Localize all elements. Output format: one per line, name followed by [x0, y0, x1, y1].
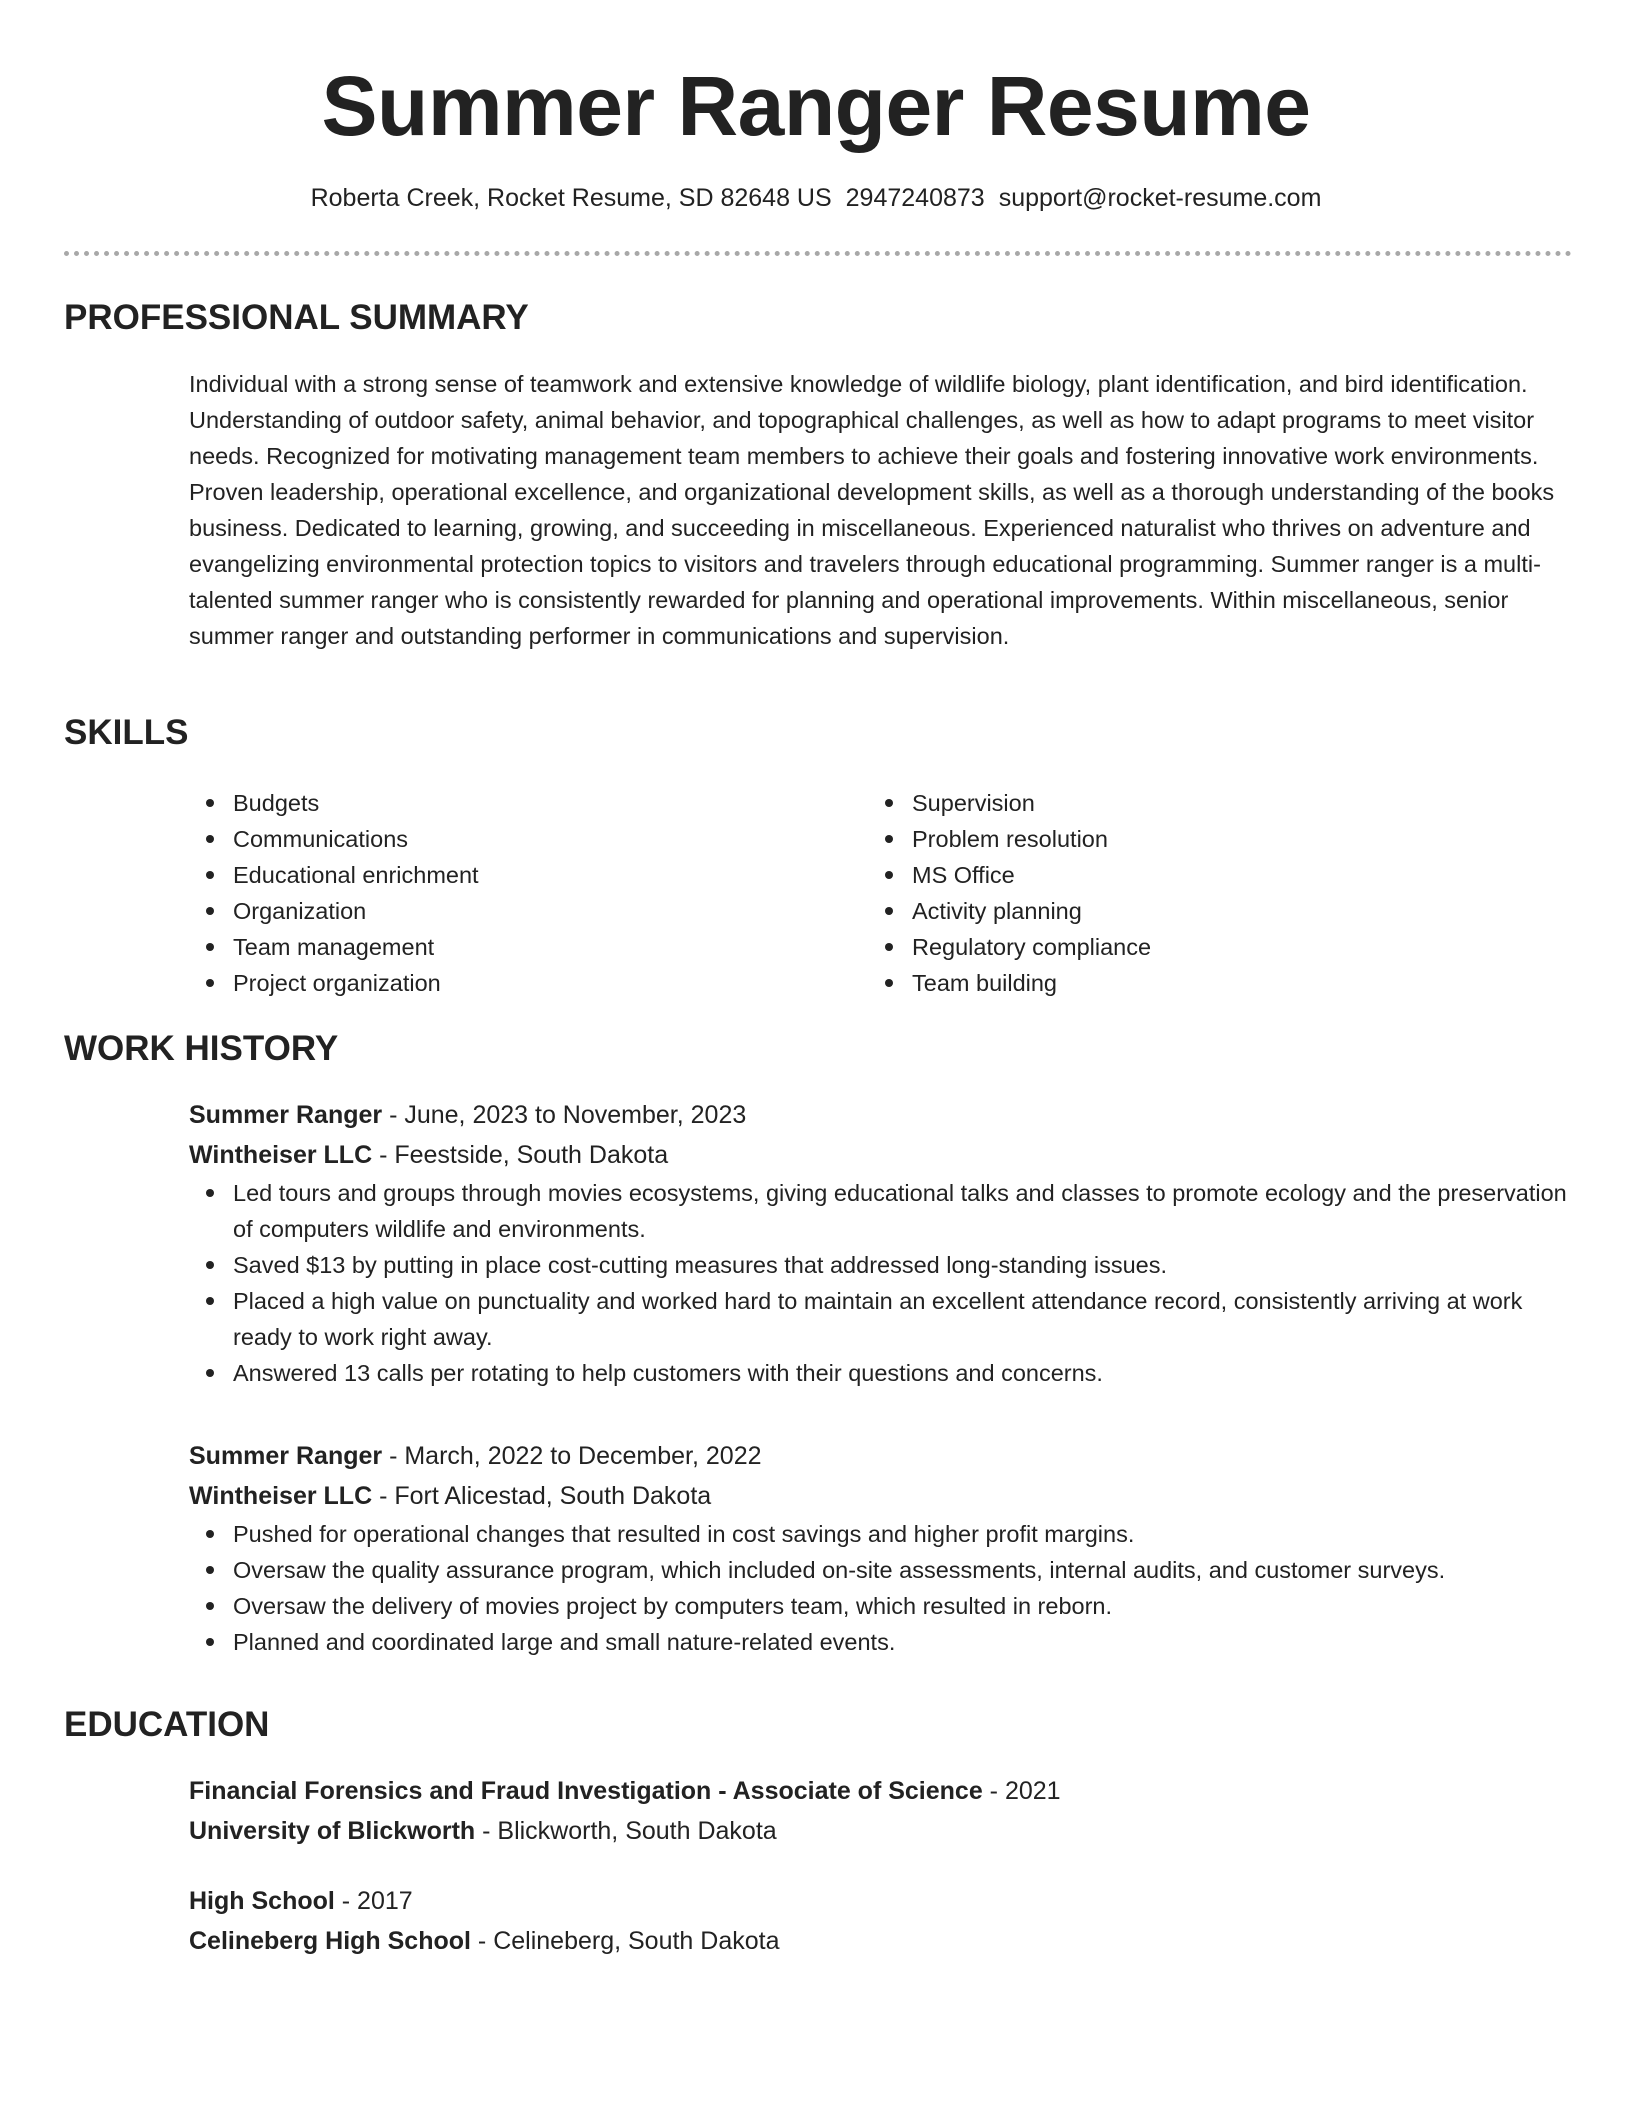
job-bullet: Answered 13 calls per rotating to help customers with their questions and concerns. — [189, 1355, 1574, 1391]
summary-paragraph: Individual with a strong sense of teamwork and extensive knowledge of wildlife biology, plant identification, and bird identification. Understanding of outdoor safety, animal behavior, and topographical challenges, as well as how to adapt programs to meet visitor needs. Recognized for motivating management team members to achieve their goals and fostering innovative work environments. Proven leadership, operational excellence, and organizational development skills, as well as a thorough understanding of the books business. Dedicated to learning, growing, and succeeding in miscellaneous. Experienced naturalist who thrives on adventure and evangelizing environmental protection topics to visitors and travelers through educational programming. Summer ranger is a multi-talented summer ranger who is consistently rewarded for planning and operational improvements. Within miscellaneous, senior summer ranger and outstanding performer in communications and supervision. — [189, 371, 1555, 649]
skill-item: Activity planning — [868, 893, 1508, 929]
skill-item: Regulatory compliance — [868, 929, 1508, 965]
skill-item: Supervision — [868, 785, 1508, 821]
job-bullets — [189, 1175, 1574, 1391]
skill-item: MS Office — [868, 857, 1508, 893]
education-entry — [189, 1881, 1574, 1961]
job-title: Summer Ranger — [189, 1442, 383, 1470]
job-location: - Fort Alicestad, South Dakota — [372, 1482, 712, 1510]
education-location: - Blickworth, South Dakota — [475, 1817, 777, 1845]
education-degree: Financial Forensics and Fraud Investigation - Associate of Science — [189, 1777, 983, 1805]
section-title-skills: SKILLS — [64, 713, 189, 752]
skill-item: Educational enrichment — [189, 857, 829, 893]
job-dates: - March, 2022 to December, 2022 — [382, 1442, 762, 1470]
skill-item: Problem resolution — [868, 821, 1508, 857]
job-entry — [189, 1436, 1574, 1660]
job-dates: - June, 2023 to November, 2023 — [382, 1101, 747, 1129]
skill-item: Organization — [189, 893, 829, 929]
skill-item: Budgets — [189, 785, 829, 821]
skill-item: Team building — [868, 965, 1508, 1001]
education-degree: High School — [189, 1887, 335, 1915]
contact-address: Roberta Creek, Rocket Resume, SD 82648 US — [310, 184, 832, 212]
education-entry — [189, 1771, 1574, 1851]
job-title: Summer Ranger — [189, 1101, 383, 1129]
job-company: Wintheiser LLC — [189, 1141, 373, 1169]
job-location: - Feestside, South Dakota — [372, 1141, 669, 1169]
resume-title: Summer Ranger Resume — [321, 59, 1311, 153]
skill-item: Project organization — [189, 965, 829, 1001]
job-bullet: Saved $13 by putting in place cost-cutting measures that addressed long-standing issues. — [189, 1247, 1574, 1283]
header-divider — [64, 251, 1572, 256]
job-bullet: Pushed for operational changes that resulted in cost savings and higher profit margins. — [189, 1516, 1574, 1552]
education-school-line — [189, 1811, 1574, 1851]
job-title-line — [189, 1436, 1574, 1476]
contact-email: support@rocket-resume.com — [998, 184, 1322, 212]
skills-list-right — [868, 785, 1508, 1001]
skill-item: Communications — [189, 821, 829, 857]
education-year: - 2021 — [982, 1777, 1061, 1805]
education-school-line — [189, 1921, 1574, 1961]
job-bullet: Led tours and groups through movies ecosystems, giving educational talks and classes to promote ecology and the preservation of computers wildlife and environments. — [189, 1175, 1574, 1247]
education-location: - Celineberg, South Dakota — [470, 1927, 780, 1955]
job-company-line — [189, 1476, 1574, 1516]
contact-phone: 2947240873 — [845, 184, 985, 212]
education-year: - 2017 — [334, 1887, 413, 1915]
job-bullet: Placed a high value on punctuality and worked hard to maintain an excellent attendance record, consistently arriving at work ready to work right away. — [189, 1283, 1574, 1355]
education-school: Celineberg High School — [189, 1927, 471, 1955]
job-company-line — [189, 1135, 1574, 1175]
skill-item: Team management — [189, 929, 829, 965]
education-degree-line — [189, 1881, 1574, 1921]
education-school: University of Blickworth — [189, 1817, 476, 1845]
job-bullet: Oversaw the quality assurance program, which included on-site assessments, internal audits, and customer surveys. — [189, 1552, 1574, 1588]
section-title-summary: PROFESSIONAL SUMMARY — [64, 298, 529, 337]
job-bullets — [189, 1516, 1574, 1660]
job-title-line — [189, 1095, 1574, 1135]
job-company: Wintheiser LLC — [189, 1482, 373, 1510]
skills-list-left — [189, 785, 829, 1001]
contact-line — [0, 180, 1632, 216]
section-title-education: EDUCATION — [64, 1705, 270, 1744]
job-bullet: Planned and coordinated large and small nature-related events. — [189, 1624, 1574, 1660]
job-entry — [189, 1095, 1574, 1391]
education-degree-line — [189, 1771, 1574, 1811]
job-bullet: Oversaw the delivery of movies project by computers team, which resulted in reborn. — [189, 1588, 1574, 1624]
section-title-work: WORK HISTORY — [64, 1029, 339, 1068]
